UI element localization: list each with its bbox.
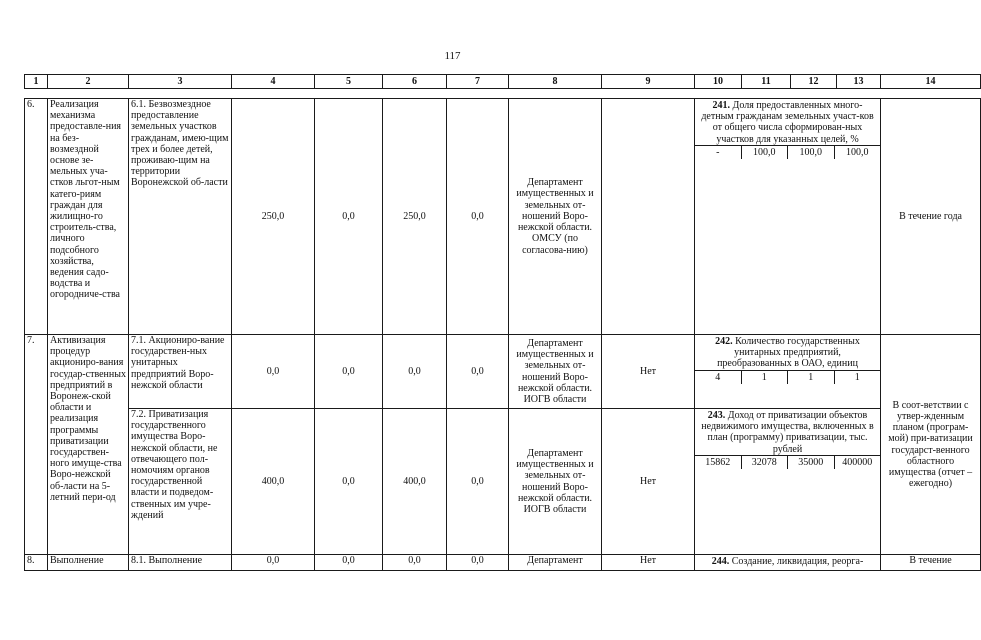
header-col-9: 9 <box>602 75 695 89</box>
indicator-cell <box>695 555 881 571</box>
value-col-4: 0,0 <box>232 555 315 571</box>
indicator-value: 4 <box>715 371 721 383</box>
value-col-7: 0,0 <box>447 99 509 335</box>
indicator-cell <box>695 409 881 555</box>
value-col-9 <box>602 99 695 335</box>
value-col-6: 250,0 <box>383 99 447 335</box>
indicator-title <box>698 100 877 145</box>
indicator-value: 1 <box>834 371 881 384</box>
indicator-number: 243. <box>707 410 726 421</box>
executor: Департамент имущественных и земельных от-ношений Воро-нежской области. ИОГВ области <box>509 409 602 555</box>
header-col-3: 3 <box>129 75 232 89</box>
indicator-values <box>695 370 880 384</box>
indicator-cell <box>695 99 881 335</box>
indicator-value: 35000 <box>787 456 834 469</box>
value-col-7: 0,0 <box>447 555 509 571</box>
value-col-5: 0,0 <box>315 335 383 409</box>
value-col-9: Нет <box>602 409 695 555</box>
executor: Департамент имущественных и земельных от-ношений Воро-нежской области. ИОГВ области <box>509 335 602 409</box>
indicator-title <box>698 556 877 567</box>
term: В соот-ветствии с утвер-жденным планом (програм-мой) при-ватизации государст-венного областного имущества (отчет – ежегодно) <box>881 335 981 555</box>
value-col-4: 250,0 <box>232 99 315 335</box>
indicator-text: Доход от приватизации объектов недвижимого имущества, включенных в план (программу) приватизации, тыс. рублей <box>701 410 874 455</box>
row-number: 7. <box>25 335 48 555</box>
indicator-value: 1 <box>741 371 788 384</box>
indicator-value: 100,0 <box>741 146 788 159</box>
indicator-title <box>698 410 877 455</box>
value-col-7: 0,0 <box>447 335 509 409</box>
header-col-11: 11 <box>742 75 791 89</box>
header-col-1: 1 <box>25 75 48 89</box>
executor: Департамент <box>509 555 602 571</box>
indicator-value: 400000 <box>834 456 881 469</box>
value-col-6: 400,0 <box>383 409 447 555</box>
sub-measure: 7.2. Приватизация государственного имущества Воро-нежской области, не отвечающего пол-номочиям органов государственной власти и подведом-ственных им учре-ждений <box>129 409 232 555</box>
indicator-text: Количество государственных унитарных предприятий, преобразованных в ОАО, единиц <box>717 336 860 370</box>
measure-name: Активизация процедур акциониро-вания государ-ственных предприятий в Воронеж-ской области и реализация программы приватизации государствен-ного имуще-ства Воро-нежской об-ласти на 5-летний пери-од <box>48 335 129 555</box>
measure-name: Выполнение <box>48 555 129 571</box>
header-col-5: 5 <box>315 75 383 89</box>
value-col-6: 0,0 <box>383 335 447 409</box>
indicator-value: 100,0 <box>834 146 881 159</box>
measures-table <box>24 98 981 571</box>
indicator-value: 1 <box>787 371 834 384</box>
value-col-4: 400,0 <box>232 409 315 555</box>
row-number: 6. <box>25 99 48 335</box>
sub-measure: 6.1. Безвозмездное предоставление земельных участков гражданам, имею-щим трех и более детей, проживаю-щим на территории Воронежской об-ласти <box>129 99 232 335</box>
value-col-7: 0,0 <box>447 409 509 555</box>
header-col-2: 2 <box>48 75 129 89</box>
indicator-value: 15862 <box>705 456 731 468</box>
indicator-number: 244. <box>711 556 730 567</box>
measure-name: Реализация механизма предоставле-ния на без-возмездной основе зе-мельных уча-стков льгот-ным катего-риям граждан для жилищно-го строитель-ства, личного подсобного хозяйства, ведения садо-водства и огородниче-ства <box>48 99 129 335</box>
indicator-number: 242. <box>715 336 733 347</box>
indicator-values <box>695 145 880 159</box>
indicator-value: 32078 <box>741 456 788 469</box>
header-col-7: 7 <box>447 75 509 89</box>
executor: Департамент имущественных и земельных от-ношений Воро-нежской области. ОМСУ (по согласова-нию) <box>509 99 602 335</box>
table-row-8 <box>25 555 981 571</box>
sub-measure: 8.1. Выполнение <box>129 555 232 571</box>
value-col-5: 0,0 <box>315 99 383 335</box>
header-col-6: 6 <box>383 75 447 89</box>
value-col-5: 0,0 <box>315 409 383 555</box>
indicator-text: Доля предоставленных много-детным гражданам земельных участ-ков от общего числа сформирован-ных участков для указанных целей, % <box>701 100 874 145</box>
value-col-9: Нет <box>602 335 695 409</box>
page-number: 117 <box>444 50 461 62</box>
header-col-14: 14 <box>881 75 981 89</box>
value-col-5: 0,0 <box>315 555 383 571</box>
header-col-8: 8 <box>509 75 602 89</box>
header-col-10: 10 <box>695 75 742 89</box>
header-col-4: 4 <box>232 75 315 89</box>
column-number-header <box>24 74 981 89</box>
indicator-value: 100,0 <box>787 146 834 159</box>
value-col-6: 0,0 <box>383 555 447 571</box>
indicator-title <box>698 336 877 370</box>
value-col-9: Нет <box>602 555 695 571</box>
indicator-cell <box>695 335 881 409</box>
header-col-13: 13 <box>837 75 881 89</box>
table-row-7-2 <box>25 409 981 555</box>
header-col-12: 12 <box>791 75 837 89</box>
sub-measure: 7.1. Акциониро-вание государствен-ных унитарных предприятий Воро-нежской области <box>129 335 232 409</box>
value-col-4: 0,0 <box>232 335 315 409</box>
row-number: 8. <box>25 555 48 571</box>
indicator-text: Создание, ликвидация, реорга- <box>731 556 864 567</box>
table-row-7-1 <box>25 335 981 409</box>
term: В течение <box>881 555 981 571</box>
term: В течение года <box>881 99 981 335</box>
indicator-values <box>695 455 880 469</box>
indicator-number: 241. <box>712 100 731 111</box>
table-row-6 <box>25 99 981 335</box>
indicator-value: - <box>716 146 720 158</box>
